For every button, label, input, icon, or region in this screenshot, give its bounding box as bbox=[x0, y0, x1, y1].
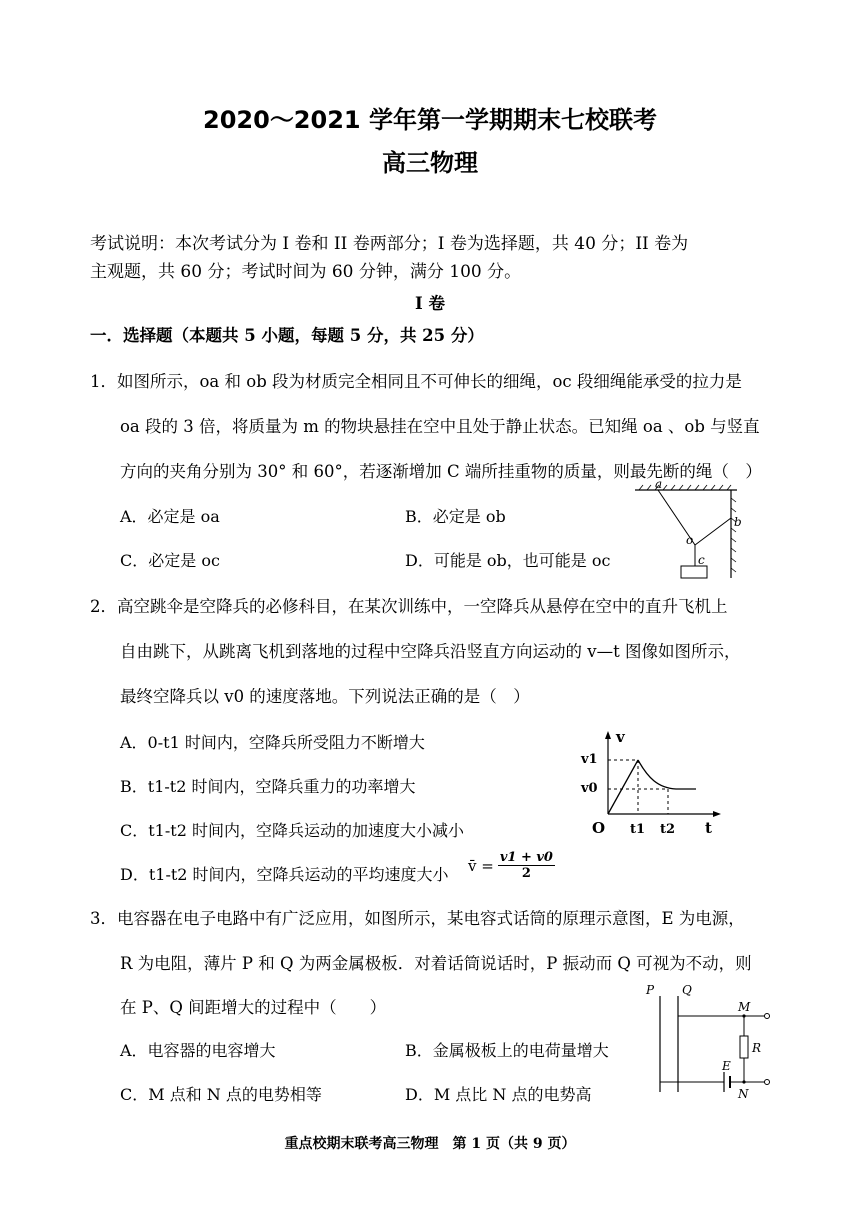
tick-t1: t1 bbox=[630, 822, 646, 837]
page-title: 2020～2021 学年第一学期期末七校联考 bbox=[203, 106, 657, 134]
q2-line-2: 自由跳下，从跳离飞机到落地的过程中空降兵沿竖直方向运动的 v—t 图像如图所示， bbox=[120, 642, 741, 661]
label-b: b bbox=[734, 515, 742, 529]
q2-option-d: D．t1-t2 时间内，空降兵运动的平均速度大小 bbox=[120, 865, 449, 884]
part-heading: 一．选择题（本题共 5 小题，每题 5 分，共 25 分） bbox=[90, 326, 484, 345]
volume-heading: I 卷 bbox=[415, 294, 445, 313]
page-subtitle: 高三物理 bbox=[382, 149, 478, 177]
page-footer: 重点校期末联考高三物理 第 1 页（共 9 页） bbox=[284, 1136, 576, 1152]
label-o: o bbox=[686, 533, 694, 547]
label-N: N bbox=[738, 1087, 749, 1100]
q3-option-b: B．金属极板上的电荷量增大 bbox=[405, 1041, 609, 1060]
q3-option-a: A．电容器的电容增大 bbox=[120, 1041, 276, 1060]
tick-v1: v1 bbox=[581, 752, 598, 767]
q3-line-3: 在 P、Q 间距增大的过程中（ ） bbox=[120, 998, 387, 1017]
q2-option-c: C．t1-t2 时间内，空降兵运动的加速度大小减小 bbox=[120, 821, 464, 840]
q2-formula bbox=[468, 850, 555, 881]
q1-option-c: C．必定是 oc bbox=[120, 551, 220, 570]
q1-rope-figure bbox=[625, 478, 750, 583]
q3-line-2: R 为电阻，薄片 P 和 Q 为两金属极板．对着话筒说话时，P 振动而 Q 可视为不动，则 bbox=[120, 954, 752, 973]
q3-circuit-figure bbox=[640, 980, 780, 1100]
q2-option-a: A．0-t1 时间内，空降兵所受阻力不断增大 bbox=[120, 733, 425, 752]
q3-line-1: 3．电容器在电子电路中有广泛应用，如图所示，某电容式话筒的原理示意图，E 为电源， bbox=[90, 909, 745, 928]
label-a: a bbox=[655, 478, 663, 491]
label-Q: Q bbox=[682, 983, 692, 997]
tick-t2: t2 bbox=[660, 822, 676, 837]
label-c: c bbox=[698, 553, 705, 567]
instructions-line-2: 主观题，共 60 分；考试时间为 60 分钟，满分 100 分。 bbox=[90, 262, 522, 282]
label-M: M bbox=[738, 1000, 751, 1014]
label-R: R bbox=[752, 1041, 762, 1055]
q1-line-3: 方向的夹角分别为 30° 和 60°，若逐渐增加 C 端所挂重物的质量，则最先断的绳（ ） bbox=[120, 462, 762, 481]
tick-v0: v0 bbox=[581, 781, 598, 796]
q2-option-b: B．t1-t2 时间内，空降兵重力的功率增大 bbox=[120, 777, 416, 796]
q2-line-3: 最终空降兵以 v0 的速度落地。下列说法正确的是（ ） bbox=[120, 687, 530, 706]
label-P: P bbox=[646, 983, 655, 997]
q3-option-c: C．M 点和 N 点的电势相等 bbox=[120, 1085, 322, 1104]
q2-vt-graph bbox=[578, 726, 728, 841]
formula-denominator: 2 bbox=[521, 866, 531, 881]
q1-option-b: B．必定是 ob bbox=[405, 507, 506, 526]
instructions-line-1: 考试说明：本次考试分为 I 卷和 II 卷两部分；I 卷为选择题，共 40 分；II 卷为 bbox=[90, 234, 689, 254]
q1-option-d: D．可能是 ob，也可能是 oc bbox=[405, 551, 611, 570]
origin-label: O bbox=[592, 819, 606, 837]
q1-option-a: A．必定是 oa bbox=[120, 507, 220, 526]
q2-line-1: 2．高空跳伞是空降兵的必修科目，在某次训练中，一空降兵从悬停在空中的直升飞机上 bbox=[90, 597, 728, 616]
label-E: E bbox=[722, 1059, 731, 1073]
q1-line-2: oa 段的 3 倍，将质量为 m 的物块悬挂在空中且处于静止状态。已知绳 oa 、ob 与竖直 bbox=[120, 417, 760, 436]
axis-t-label: t bbox=[705, 819, 712, 837]
axis-v-label: v bbox=[616, 728, 625, 746]
q1-line-1: 1．如图所示，oa 和 ob 段为材质完全相同且不可伸长的细绳，oc 段细绳能承受的拉力是 bbox=[90, 372, 742, 391]
q3-option-d: D．M 点比 N 点的电势高 bbox=[405, 1085, 592, 1104]
formula-lhs: v̄ = bbox=[468, 856, 494, 875]
formula-numerator: v1 + v0 bbox=[499, 850, 553, 865]
